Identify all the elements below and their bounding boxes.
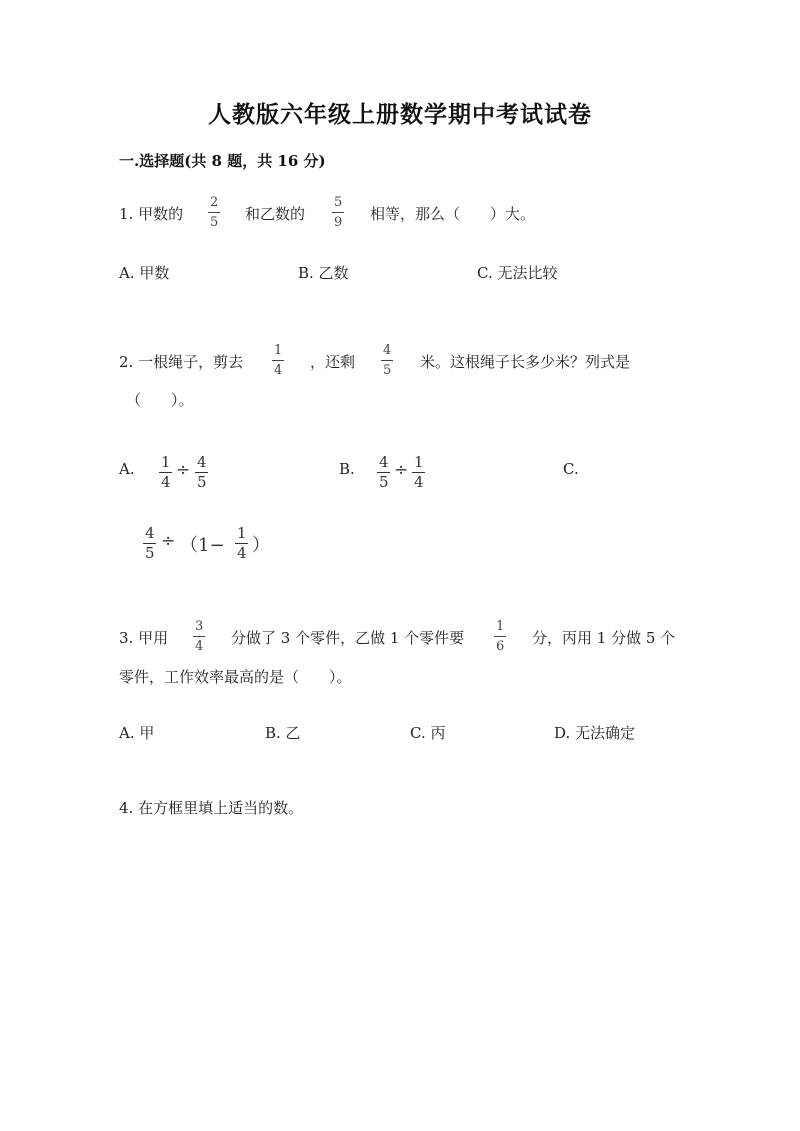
numerator: 4 bbox=[379, 453, 389, 471]
q3-frac-a-num: 3 bbox=[195, 619, 204, 634]
q2-frac-a-den: 4 bbox=[274, 363, 283, 378]
numerator: 4 bbox=[197, 453, 207, 471]
section-heading: 一.选择题(共 8 题，共 16 分) bbox=[119, 152, 326, 170]
paren-close: ） bbox=[252, 535, 270, 556]
q3-option-d[interactable]: D. 无法确定 bbox=[554, 724, 636, 742]
q2-fraction-a bbox=[272, 344, 284, 377]
denominator: 5 bbox=[379, 473, 389, 491]
q2-frac-b-den: 5 bbox=[383, 363, 392, 378]
q1-frac-a-num: 2 bbox=[210, 195, 219, 210]
denominator: 5 bbox=[145, 544, 155, 562]
q3-option-b[interactable]: B. 乙 bbox=[265, 724, 301, 742]
q3-frac-b-den: 6 bbox=[496, 639, 505, 654]
q2-opt-c-frac-2 bbox=[235, 526, 249, 561]
denominator: 4 bbox=[161, 473, 171, 491]
q2-fraction-b bbox=[381, 344, 393, 377]
q1-mid: 和乙数的 bbox=[245, 205, 306, 223]
q2-mid: ，还剩 bbox=[310, 353, 356, 371]
divide-sign: ÷ bbox=[161, 531, 176, 551]
q2-opt-b-frac-2 bbox=[412, 455, 426, 490]
q1-frac-b-den: 9 bbox=[334, 215, 343, 230]
q3-frac-a-den: 4 bbox=[195, 639, 204, 654]
q1-frac-a-den: 5 bbox=[210, 215, 219, 230]
numerator: 4 bbox=[145, 524, 155, 542]
numerator: 1 bbox=[161, 453, 171, 471]
numerator: 1 bbox=[237, 524, 247, 542]
q3-mid: 分做了 3 个零件，乙做 1 个零件要 bbox=[231, 629, 465, 647]
q1-option-b[interactable]: B. 乙数 bbox=[298, 264, 349, 282]
q1-fraction-a bbox=[208, 196, 220, 229]
q2-option-b-label: B. bbox=[339, 460, 355, 478]
page-title: 人教版六年级上册数学期中考试试卷 bbox=[208, 101, 592, 128]
q3-fraction-a bbox=[193, 620, 205, 653]
q2-frac-b-num: 4 bbox=[383, 343, 392, 358]
q1-suffix: 相等，那么（ ）大。 bbox=[370, 205, 536, 223]
denominator: 4 bbox=[414, 473, 424, 491]
q1-frac-b-num: 5 bbox=[334, 195, 343, 210]
q3-suffix: 分，丙用 1 分做 5 个 bbox=[532, 629, 676, 647]
fraction-bar bbox=[272, 360, 284, 361]
q2-suffix: 米。这根绳子长多少米？列式是 bbox=[420, 353, 631, 371]
paren-open: （1− bbox=[180, 535, 225, 556]
q2-option-a-label: A. bbox=[119, 460, 135, 478]
divide-sign: ÷ bbox=[394, 460, 409, 480]
q3-line2: 零件，工作效率最高的是（ ）。 bbox=[119, 668, 352, 686]
q3-frac-b-num: 1 bbox=[496, 619, 505, 634]
q3-option-c[interactable]: C. 丙 bbox=[410, 724, 446, 742]
q1-option-a[interactable]: A. 甲数 bbox=[119, 264, 170, 282]
denominator: 5 bbox=[197, 473, 207, 491]
fraction-bar bbox=[193, 636, 205, 637]
fraction-bar bbox=[332, 212, 344, 213]
fraction-bar bbox=[208, 212, 220, 213]
q3-option-a[interactable]: A. 甲 bbox=[119, 724, 155, 742]
denominator: 4 bbox=[237, 544, 247, 562]
fraction-bar bbox=[494, 636, 506, 637]
q1-option-c[interactable]: C. 无法比较 bbox=[477, 264, 558, 282]
fraction-bar bbox=[381, 360, 393, 361]
q3-prefix: 3. 甲用 bbox=[119, 629, 169, 647]
q1-prefix: 1. 甲数的 bbox=[119, 205, 184, 223]
divide-sign: ÷ bbox=[176, 460, 191, 480]
q2-opt-c-frac-1 bbox=[143, 526, 157, 561]
q1-fraction-b bbox=[332, 196, 344, 229]
q2-frac-a-num: 1 bbox=[274, 343, 283, 358]
q2-line2: （ ）。 bbox=[126, 391, 194, 409]
numerator: 1 bbox=[414, 453, 424, 471]
q2-opt-b-frac-1 bbox=[377, 455, 391, 490]
q2-option-c-label: C. bbox=[563, 460, 579, 478]
q4-text: 4. 在方框里填上适当的数。 bbox=[119, 799, 304, 817]
q3-fraction-b bbox=[494, 620, 506, 653]
q2-opt-a-frac-2 bbox=[195, 455, 209, 490]
q2-opt-a-frac-1 bbox=[159, 455, 173, 490]
q2-prefix: 2. 一根绳子，剪去 bbox=[119, 353, 244, 371]
